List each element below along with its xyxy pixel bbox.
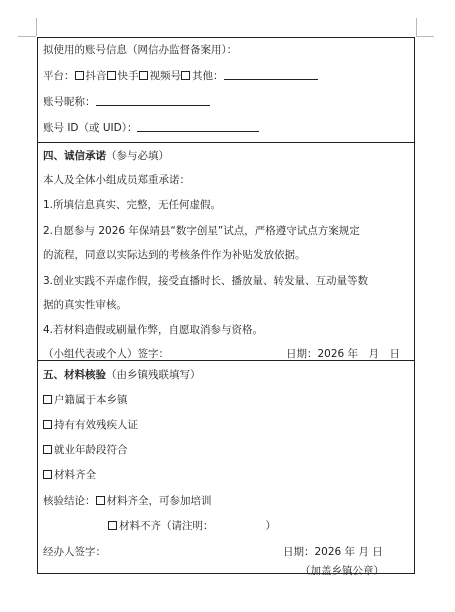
verify-date: 日期：2026 年 月 日	[283, 546, 383, 558]
verify-title: 五、材料核验	[43, 369, 106, 381]
platform-other-field[interactable]	[224, 68, 318, 80]
pledge-sign-label: （小组代表或个人）签字：	[43, 348, 169, 360]
checkbox-residence[interactable]	[43, 395, 52, 404]
seal-note: （加盖乡镇公章）	[300, 565, 384, 577]
corner-mark-top-right-v	[416, 18, 417, 36]
integrity-note: （参与必填）	[106, 150, 169, 162]
pledge-item-1: 1.所填信息真实、完整，无任何虚假。	[43, 199, 222, 211]
conclusion-missing-close: ）	[265, 520, 276, 532]
account-intro: 拟使用的账号信息（网信办监督备案用）：	[43, 44, 238, 56]
conclusion-label: 核验结论：	[43, 495, 96, 507]
check-age	[43, 442, 128, 457]
platform-other: 其他：	[192, 70, 224, 82]
conclusion-row	[43, 493, 212, 508]
platform-kuaishou: 快手	[117, 70, 139, 82]
checkbox-other[interactable]	[181, 71, 190, 80]
corner-mark-top-right-h	[416, 36, 434, 37]
nickname-label: 账号昵称：	[43, 96, 96, 108]
uid-field[interactable]	[137, 120, 259, 132]
integrity-title-row	[43, 148, 169, 163]
verify-title-row	[43, 367, 201, 382]
check-disability-card	[43, 417, 138, 432]
check-residence-label: 户籍属于本乡镇	[54, 394, 128, 406]
platform-douyin: 抖音	[85, 70, 107, 82]
account-section	[38, 37, 414, 144]
pledge-item-4: 4.若材料造假或刷量作弊，自愿取消参与资格。	[43, 324, 264, 336]
nickname-field[interactable]	[96, 94, 210, 106]
check-complete-label: 材料齐全	[54, 469, 96, 481]
checkbox-kuaishou[interactable]	[107, 71, 116, 80]
platform-shipinhao: 视频号	[149, 70, 181, 82]
verify-note: （由乡镇残联填写）	[106, 369, 201, 381]
checkbox-complete[interactable]	[43, 470, 52, 479]
conclusion-ok-label: 材料齐全，可参加培训	[106, 495, 212, 507]
pledge-date: 日期：2026 年 月 日	[286, 348, 401, 360]
check-disability-card-label: 持有有效残疾人证	[54, 419, 138, 431]
integrity-title: 四、诚信承诺	[43, 150, 106, 162]
checkbox-shipinhao[interactable]	[139, 71, 148, 80]
corner-mark-top-left-h	[18, 36, 36, 37]
handler-sign-label: 经办人签字：	[43, 546, 106, 558]
check-age-label: 就业年龄段符合	[54, 444, 128, 456]
check-residence	[43, 392, 128, 407]
platform-row	[43, 68, 318, 83]
checkbox-disability-card[interactable]	[43, 420, 52, 429]
platform-label: 平台：	[43, 70, 75, 82]
pledge-item-2: 2.自愿参与 2026 年保靖县“数字创星”试点，严格遵守试点方案规定	[43, 225, 360, 237]
checkbox-conclusion-missing[interactable]	[108, 521, 117, 530]
integrity-section	[38, 142, 414, 361]
conclusion-missing-label: 材料不齐（请注明：	[119, 520, 214, 532]
integrity-intro: 本人及全体小组成员郑重承诺：	[43, 174, 190, 186]
corner-mark-top-left-v	[36, 18, 37, 36]
uid-label: 账号 ID（或 UID）：	[43, 122, 138, 134]
check-complete	[43, 467, 96, 482]
checkbox-conclusion-ok[interactable]	[96, 496, 105, 505]
pledge-item-3: 3.创业实践不弄虚作假，接受直播时长、播放量、转发量、互动量等数	[43, 275, 369, 287]
checkbox-age[interactable]	[43, 445, 52, 454]
uid-row	[43, 120, 259, 135]
nickname-row	[43, 94, 210, 109]
verify-section	[38, 360, 414, 575]
conclusion-missing-row	[108, 518, 276, 533]
checkbox-douyin[interactable]	[75, 71, 84, 80]
form-table	[37, 37, 415, 577]
pledge-item-2-cont: 的流程，同意以实际达到的考核条件作为补贴发放依据。	[43, 249, 306, 261]
pledge-item-3-cont: 据的真实性审核。	[43, 299, 127, 311]
